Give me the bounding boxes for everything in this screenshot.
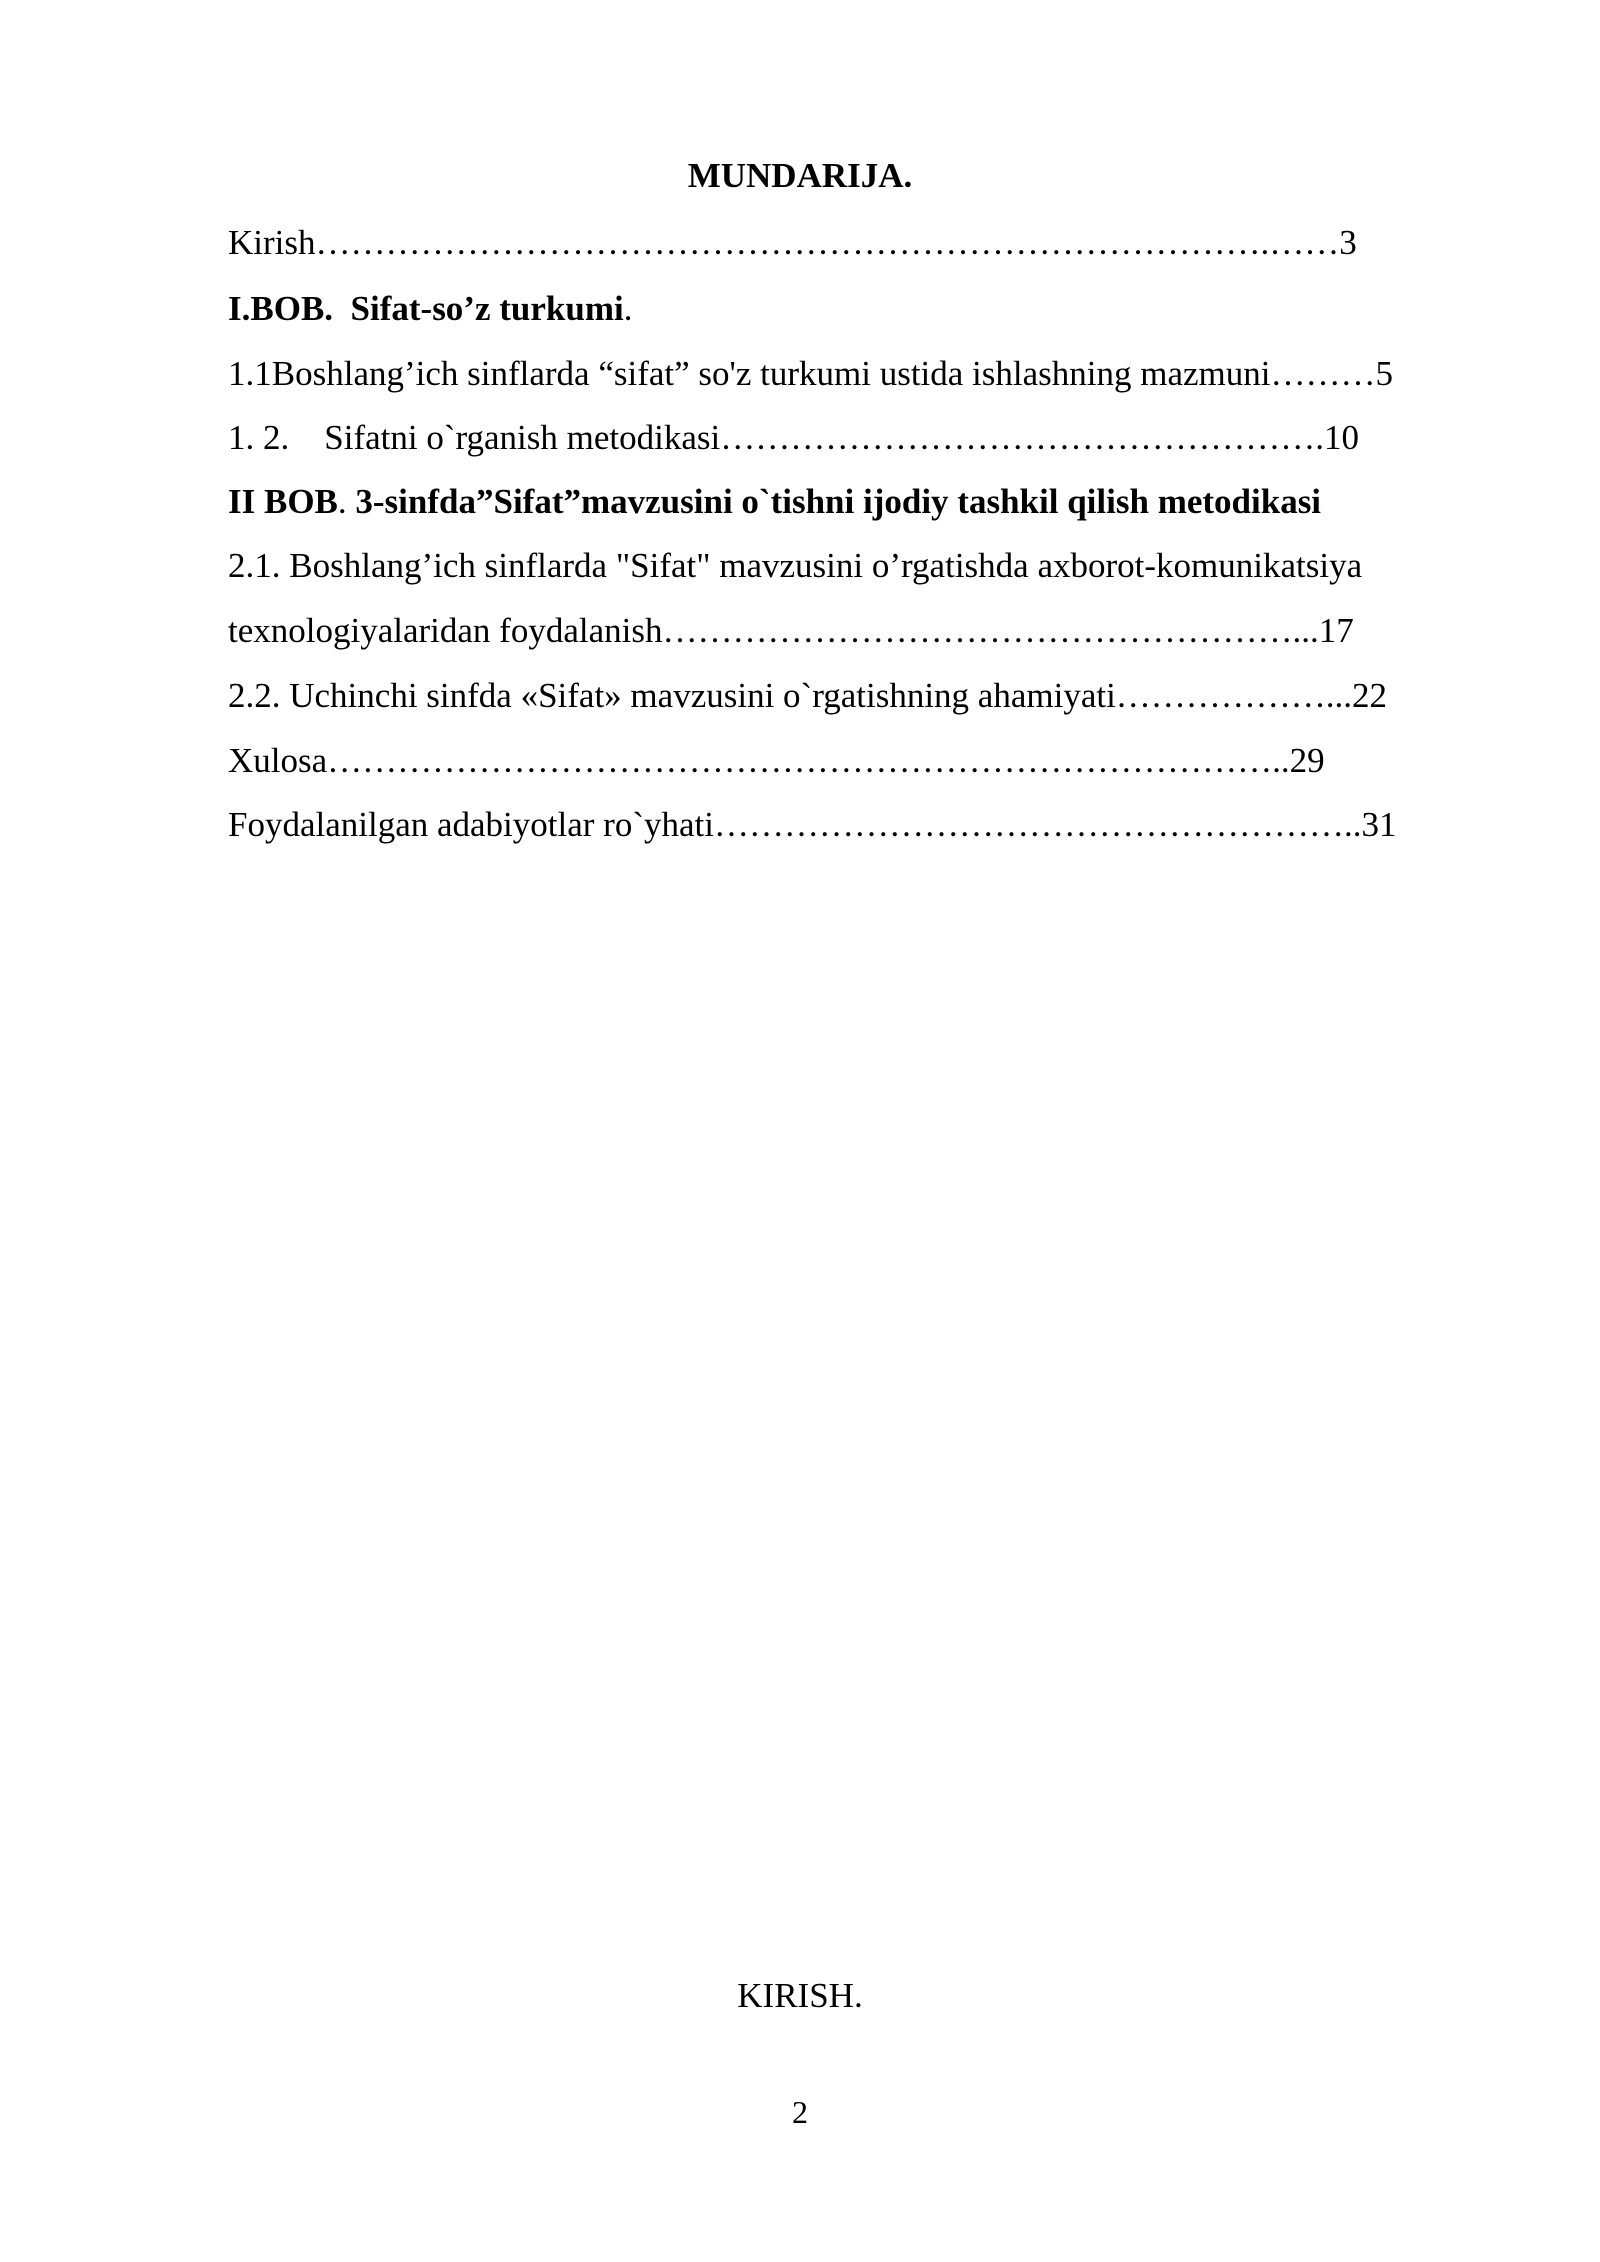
toc-entry-2-2: 2.2. Uchinchi sinfda «Sifat» mavzusini o`rgatishning ahamiyati………………...22	[228, 676, 1388, 715]
section-heading-kirish: KIRISH.	[737, 1976, 863, 2015]
toc-entry-1-2: 1. 2. Sifatni o`rganish metodikasi…………………………………………….10	[228, 418, 1359, 457]
toc-entry-chapter-1	[228, 285, 632, 333]
toc-entry-2-1-line-2: texnologiyalaridan foydalanish………………………………………………...17	[228, 611, 1354, 650]
toc-entry-xulosa: Xulosa………………………………………………………………………..29	[228, 741, 1325, 780]
chapter-2-label: II BOB	[228, 482, 338, 521]
chapter-2-separator: .	[337, 482, 356, 521]
toc-entry-chapter-2	[228, 478, 1321, 526]
chapter-1-heading: I.BOB. Sifat-so’z turkumi	[228, 289, 624, 328]
chapter-1-tail: .	[623, 289, 633, 328]
toc-entry-kirish: Kirish……………………………………………………………………….……3	[228, 223, 1357, 262]
toc-entry-1-1: 1.1Boshlang’ich sinflarda “sifat” so'z turkumi ustida ishlashning mazmuni………5	[228, 354, 1393, 393]
toc-entry-adabiyotlar: Foydalanilgan adabiyotlar ro`yhati………………………………………………..31	[228, 805, 1397, 844]
page-number: 2	[792, 2094, 808, 2130]
toc-entry-2-1-line-1: 2.1. Boshlang’ich sinflarda "Sifat" mavzusini o’rgatishda axborot-komunikatsiya	[228, 546, 1363, 585]
chapter-2-heading: 3-sinfda”Sifat”mavzusini o`tishni ijodiy tashkil qilish metodikasi	[355, 482, 1322, 521]
toc-title: MUNDARIJA.	[687, 156, 913, 195]
